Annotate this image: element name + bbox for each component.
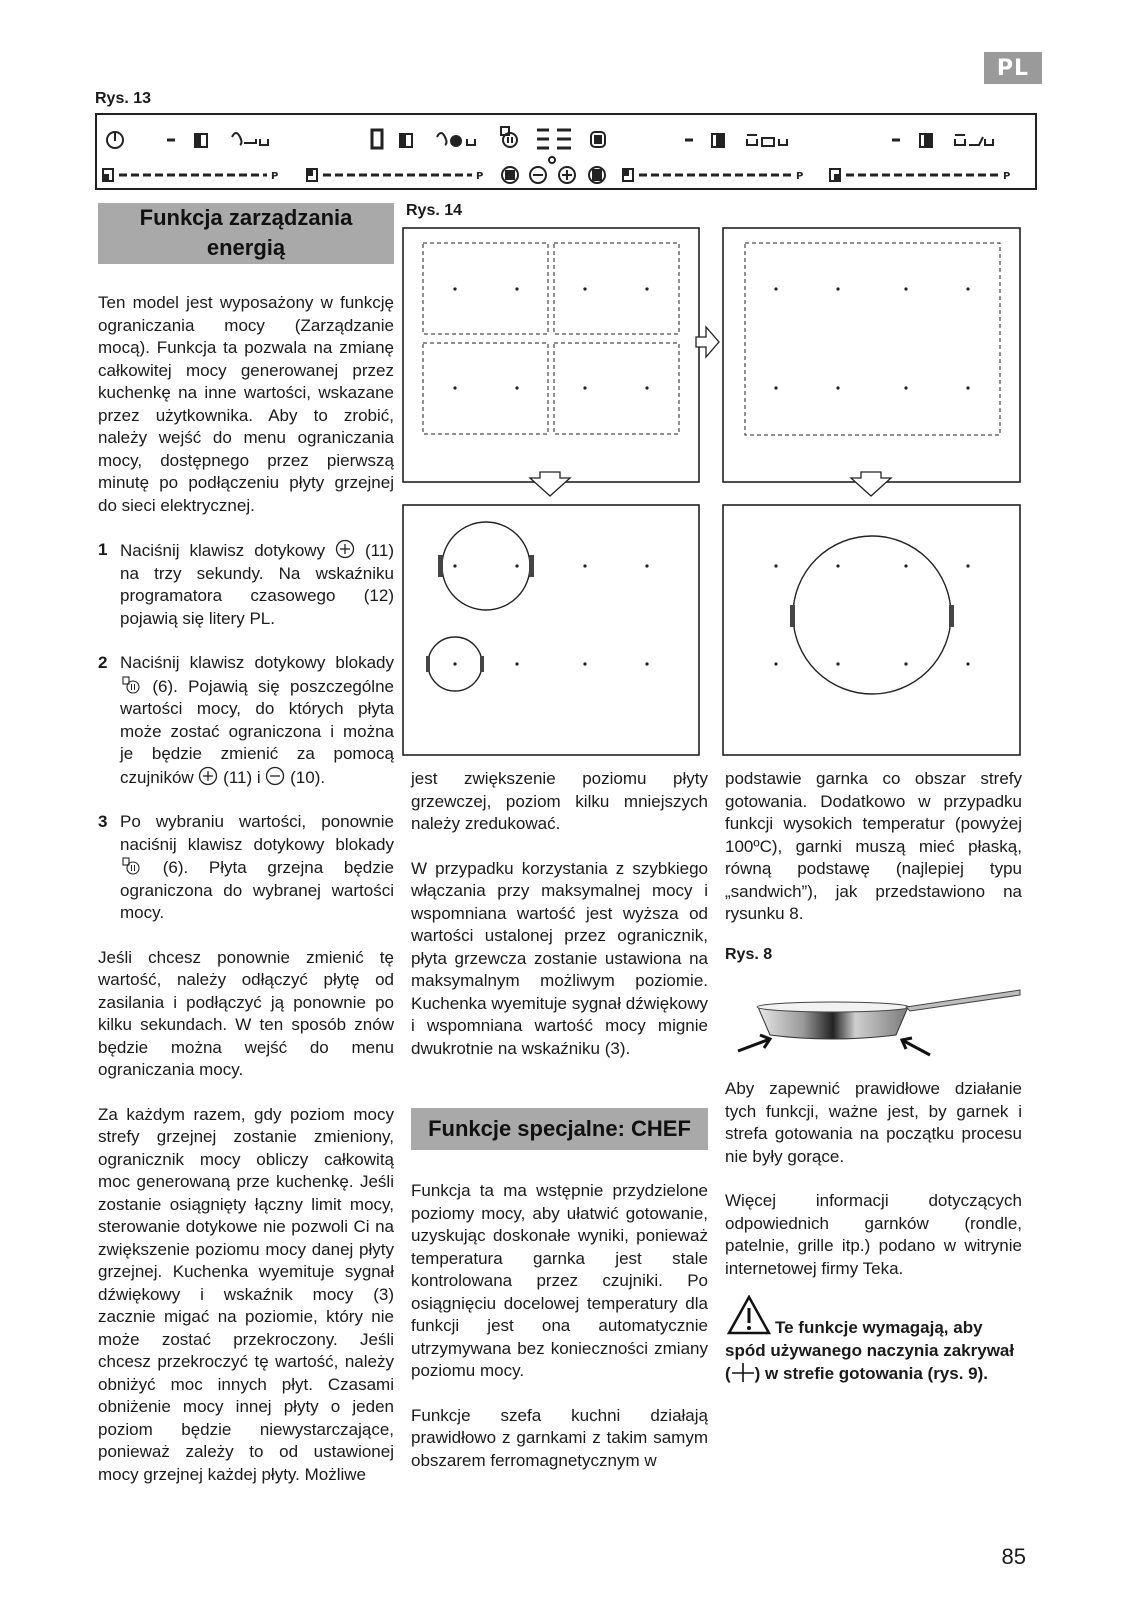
paragraph: Jeśli chcesz ponownie zmienić tę wartość, należy odłączyć płytę od zasilania i podłączyć ją ponownie po kilku sekundach. W ten sposób znów będzie można wejść do menu ograniczania mocy. xyxy=(98,947,394,1079)
column-2-text-continued xyxy=(411,1180,708,1472)
step-number: 3 xyxy=(98,812,108,831)
heading-line-2: energią xyxy=(206,235,286,260)
column-2-text xyxy=(411,768,708,1082)
heading-line-1: Funkcja zarządzania xyxy=(139,205,353,230)
figure-13-label: Rys. 13 xyxy=(95,90,152,107)
list-item: 3 Po wybraniu wartości, ponownie naciśnij klawisz dotykowy blokady (6). Płyta grzejna będzie ograniczona do wybranej wartości mocy. xyxy=(98,811,394,925)
list-item: 1 Naciśnij klawisz dotykowy (11) na trzy sekundy. Na wskaźniku programatora czasowego (12) pojawią się litery PL. xyxy=(98,539,394,630)
paragraph: jest zwiększenie poziomu płyty grzewczej, poziom kilku mniejszych należy zredukować. xyxy=(411,769,708,833)
svg-text:P: P xyxy=(476,171,484,182)
figure-8-label: Rys. 8 xyxy=(725,946,773,963)
power-icon xyxy=(107,132,123,148)
paragraph: Funkcje szefa kuchni działają prawidłowo z garnkami z takim samym obszarem ferromagnetycznym w xyxy=(411,1405,708,1470)
language-badge: PL xyxy=(984,52,1042,84)
figure-14-label: Rys. 14 xyxy=(406,202,463,219)
lock-key-icon xyxy=(120,856,142,876)
warning-icon xyxy=(727,1295,771,1335)
column-1-text xyxy=(98,292,394,1486)
control-panel-figure xyxy=(95,113,1037,190)
section-heading-chef: Funkcje specjalne: CHEF xyxy=(411,1108,708,1150)
paragraph: Aby zapewnić prawidłowe działanie tych funkcji, ważne jest, by garnek i strefa gotowania na początku procesu nie były gorące. xyxy=(725,1079,1022,1166)
column-3-text xyxy=(725,768,1022,948)
paragraph: Więcej informacji dotyczących odpowiednich garnków (rondle, patelnie, grille itp.) podano w witrynie internetowej firmy Teka. xyxy=(725,1191,1022,1278)
cross-marker-icon xyxy=(731,1362,755,1382)
frying-pan-image xyxy=(730,985,1022,1065)
lock-key-icon xyxy=(120,675,142,695)
lock-icon xyxy=(501,127,517,147)
hob-zones-figure xyxy=(400,225,1025,760)
step-number: 2 xyxy=(98,653,108,672)
list-item: 2 Naciśnij klawisz dotykowy blokady (6). Pojawią się poszczególne wartości mocy, do których płyta może zostać ograniczona i można je będzie zmienić za pomocą czujników (11) i (10). xyxy=(98,652,394,789)
plus-key-icon xyxy=(335,539,355,559)
column-3-text-continued xyxy=(725,1078,1022,1302)
step-number: 1 xyxy=(98,540,108,559)
svg-text:P: P xyxy=(271,171,279,182)
paragraph: W przypadku korzystania z szybkiego włączania przy maksymalnej mocy i wspomniana wartość jest wyższa od wartości ustalonej przez ogranicznik, płyta grzewcza zostanie ustawiona na maksymalnym możliwym poziomie. Kuchenka wyemituje sygnał dźwiękowy i wspomniana wartość mocy mignie dwukrotnie na wskaźniku (3). xyxy=(411,858,708,1058)
section-heading-energy xyxy=(98,203,394,264)
minus-key-icon xyxy=(265,766,285,786)
paragraph: Za każdym razem, gdy poziom mocy strefy grzejnej zostanie zmieniony, ogranicznik mocy obliczy całkowitą moc generowaną prze kuchenkę. Jeśli zostanie osiągnięty łączny limit mocy, sterowanie dotykowe nie pozwoli Ci na zwiększenie poziomu mocy danej płyty grzejnej. Kuchenka wyemituje sygnał dźwiękowy i wskaźnik mocy (3) zacznie migać na poziomie, który nie może zostać przekroczony. Jeśli chcesz przekroczyć tę wartość, należy obniżyć moc innych płyt. Czasami obniżenie mocy innej płyty o jeden poziom będzie niewystarczające, ponieważ zależy to od ustawionej mocy grzejnej każdej płyty. Możliwe xyxy=(98,1104,394,1484)
intro-paragraph: Ten model jest wyposażony w funkcję ograniczania mocy (Zarządzanie mocą). Funkcja ta pozwala na zmianę całkowitej mocy generowanej przez kuchenkę na inne wartości, wskazane przez użytkownika. Aby to zrobić, należy wejść do menu ograniczania mocy, dostępnego przez pierwszą minutę po podłączeniu płyty grzejnej do sieci elektrycznej. xyxy=(98,293,394,515)
paragraph: Funkcja ta ma wstępnie przydzielone poziomy mocy, aby ułatwić gotowanie, uzyskując doskonałe wyniki, ponieważ temperatura garnka jest stale kontrolowana przez czujniki. Po osiągnięciu docelowej temperatury dla funkcji jest ona automatycznie utrzymywana bez konieczności zmiany poziomu mocy. xyxy=(411,1181,708,1380)
paragraph: podstawie garnka co obszar strefy gotowania. Dodatkowo w przypadku funkcji wysokich temperatur (powyżej 100ºC), garnki muszą mieć płaską, równą podstawę (najlepiej typu „sandwich”), jak przedstawiono na rysunku 8. xyxy=(725,769,1022,923)
plus-key-icon xyxy=(198,766,218,786)
warning-note: Te funkcje wymagają, aby spód używanego naczynia zakrywał ( ) w strefie gotowania (rys. 9). xyxy=(725,1295,1022,1386)
svg-text:P: P xyxy=(796,171,804,182)
page-number: 85 xyxy=(1001,1544,1026,1569)
svg-text:P: P xyxy=(1003,171,1011,182)
